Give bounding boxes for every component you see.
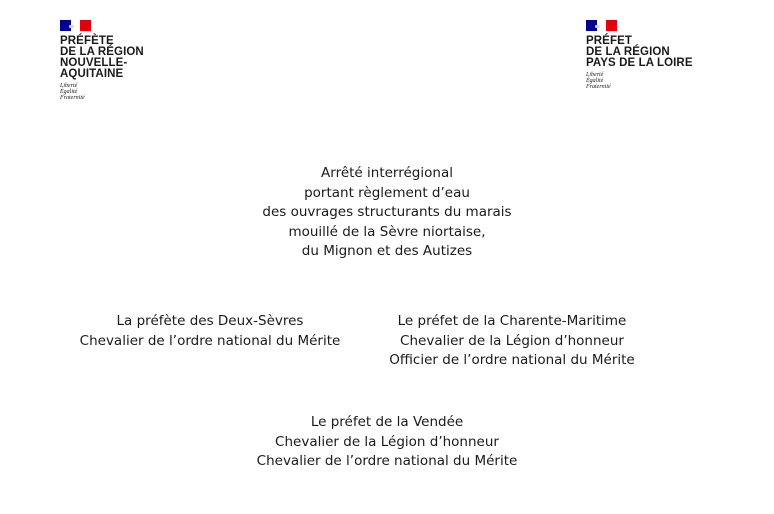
decree-title-line: portant règlement d’eau [304,184,470,201]
prefecture-name-line: DE LA RÉGION [60,46,144,58]
decree-title-line: des ouvrages structurants du marais [262,204,512,220]
signatory-line: Le préfet de la Vendée [310,414,464,430]
prefecture-name-line: DE LA RÉGION [586,46,670,58]
signatory-charente-maritime [362,312,662,371]
republic-motto [586,72,693,90]
marianne-flag-icon [60,20,91,31]
signatory-deux-sevres [60,312,360,351]
signatory-line: Chevalier de l’ordre national du Mérite [79,332,341,349]
decree-title-line: du Mignon et des Autizes [301,243,473,259]
prefecture-name-line: AQUITAINE [60,68,124,80]
motto-line: Égalité [60,89,78,95]
signatory-line: Chevalier de la Légion d’honneur [400,332,624,349]
prefecture-name-line: PAYS DE LA LOIRE [586,57,693,69]
marianne-flag-icon [586,20,617,31]
prefecture-name-line: PRÉFÈTE [60,35,114,47]
signatory-line: La préfète des Deux-Sèvres [116,313,304,329]
motto-line: Liberté [586,72,604,78]
decree-title-line: Arrêté interrégional [321,165,453,181]
decree-title-line: mouillé de la Sèvre niortaise, [288,223,486,240]
signatory-line: Chevalier de l’ordre national du Mérite [256,453,518,469]
signatory-line: Le préfet de la Charente-Maritime [397,313,627,329]
prefecture-logo-pays-de-la-loire [586,20,693,90]
prefecture-name [586,36,693,69]
prefecture-name-line: NOUVELLE- [60,57,128,69]
signatory-vendee [0,413,774,472]
decree-title [0,164,774,262]
motto-line: Liberté [60,83,78,89]
prefecture-name-line: PRÉFET [586,35,632,47]
prefecture-name [60,36,144,80]
republic-motto [60,83,144,101]
motto-line: Égalité [586,78,604,84]
prefecture-logo-nouvelle-aquitaine [60,20,144,101]
signatory-line: Chevalier de la Légion d’honneur [275,433,499,450]
motto-line: Fraternité [586,84,611,90]
signatory-line: Officier de l’ordre national du Mérite [389,352,635,368]
motto-line: Fraternité [60,95,85,101]
